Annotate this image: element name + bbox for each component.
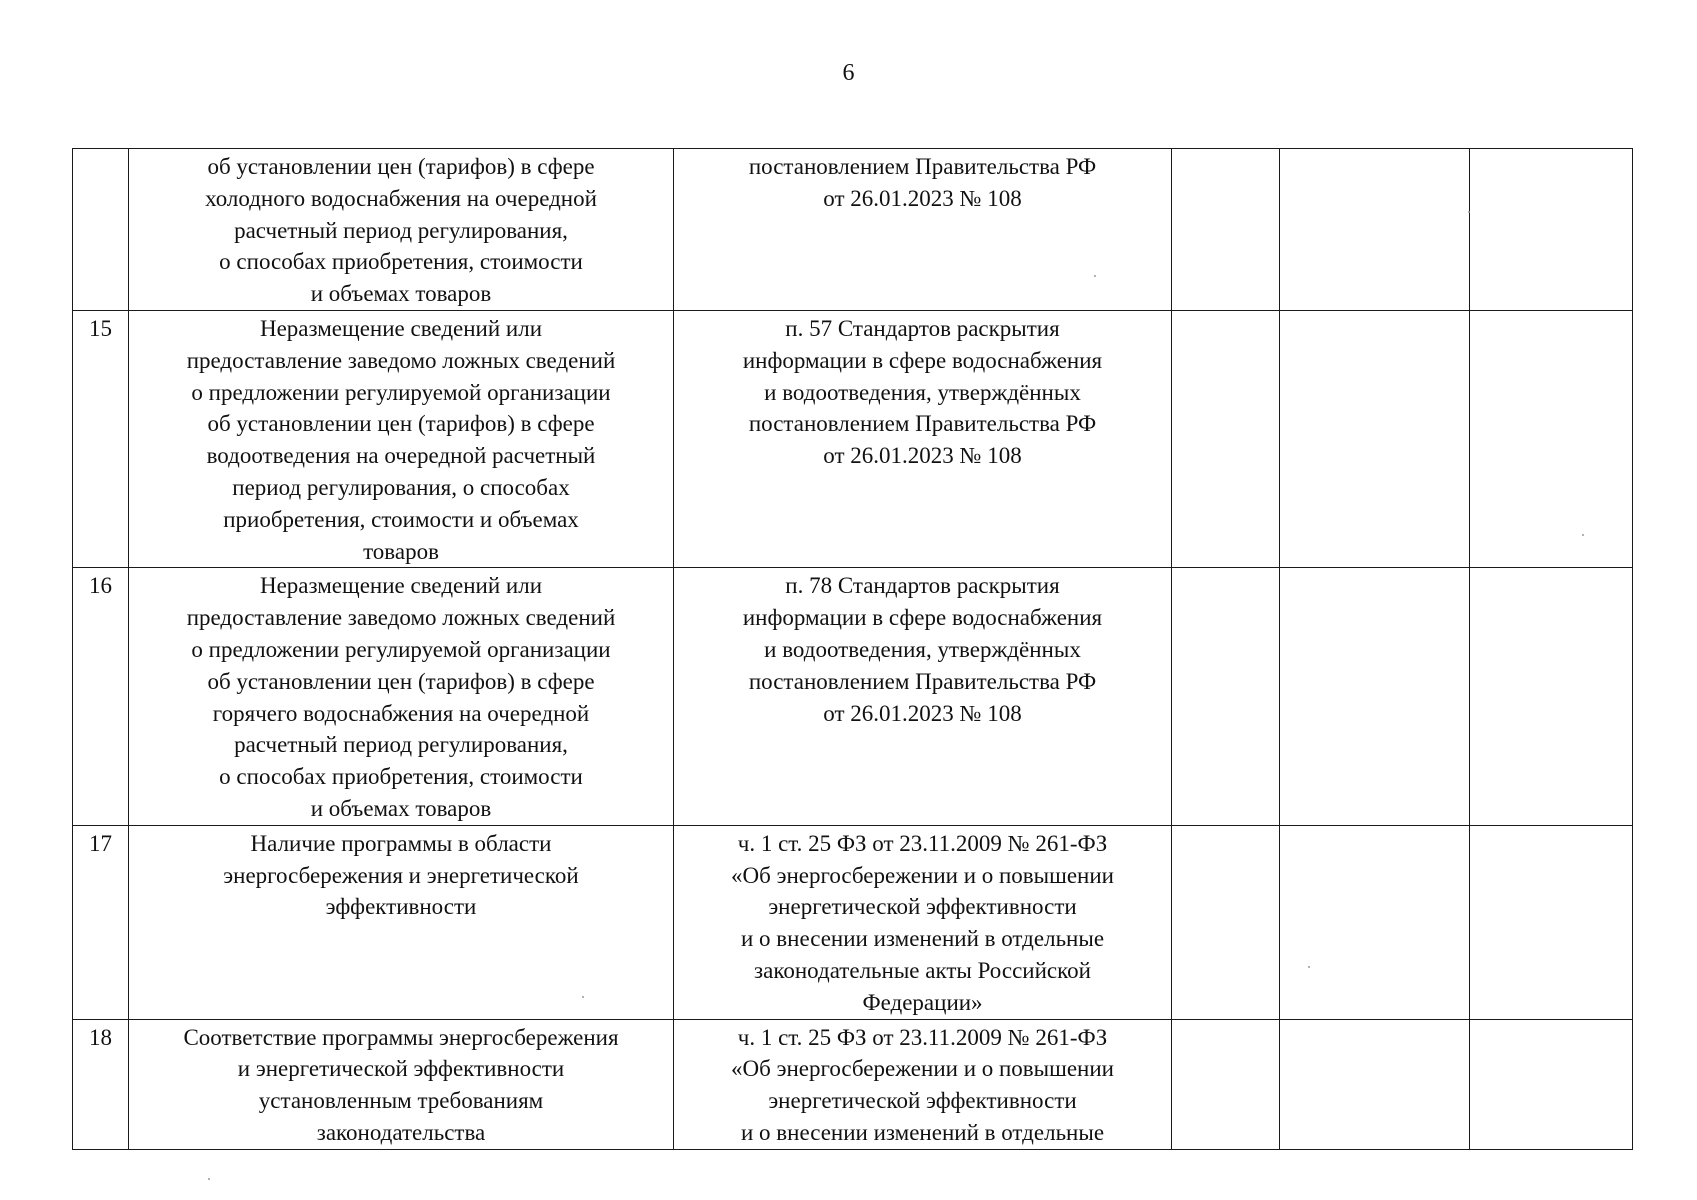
requirement-line: об установлении цен (тарифов) в сфере xyxy=(207,154,595,179)
scan-speck xyxy=(582,996,584,998)
reference-line: и о внесении изменений в отдельные xyxy=(740,926,1105,952)
requirement-line: энергосбережения и энергетической xyxy=(223,862,579,888)
scan-speck xyxy=(1582,534,1584,536)
table-row xyxy=(73,149,1633,311)
requirement-line: приобретения, стоимости и объемах xyxy=(223,506,579,532)
row-number: 18 xyxy=(73,1019,129,1149)
requirement-cell xyxy=(129,568,674,825)
reference-line: и водоотведения, утверждённых xyxy=(764,636,1081,662)
reference-cell xyxy=(674,825,1172,1019)
requirement-line: эффективности xyxy=(325,894,477,920)
reference-line: постановлением Правительства РФ xyxy=(748,411,1097,437)
reference-line: ч. 1 ст. 25 ФЗ от 23.11.2009 № 261-ФЗ xyxy=(737,830,1108,856)
table-row xyxy=(73,825,1633,1019)
reference-line: Федерации» xyxy=(862,989,983,1015)
requirement-line: горячего водоснабжения на очередной xyxy=(212,700,590,726)
reference-cell xyxy=(674,149,1172,311)
requirement-line: об установлении цен (тарифов) в сфере xyxy=(207,668,595,694)
requirement-line: расчетный период регулирования, xyxy=(234,732,568,758)
scan-speck xyxy=(208,1178,210,1180)
reference-line: энергетической эффективности xyxy=(768,1088,1077,1114)
empty-cell xyxy=(1172,568,1280,825)
checklist-table xyxy=(72,148,1633,1150)
page-number: 6 xyxy=(842,60,855,86)
reference-line: ч. 1 ст. 25 ФЗ от 23.11.2009 № 261-ФЗ xyxy=(737,1024,1108,1050)
empty-cell xyxy=(1172,1019,1280,1149)
requirement-line: предоставление заведомо ложных сведений xyxy=(186,605,616,631)
empty-cell xyxy=(1470,568,1633,825)
requirement-line: расчетный период регулирования, xyxy=(234,217,568,243)
requirement-line: Неразмещение сведений или xyxy=(259,315,543,341)
reference-line: информации в сфере водоснабжения xyxy=(742,347,1103,373)
requirement-cell xyxy=(129,1019,674,1149)
requirement-line: водоотведения на очередной расчетный xyxy=(206,443,596,469)
table-row xyxy=(73,310,1633,567)
reference-line: «Об энергосбережении и о повышении xyxy=(731,862,1114,888)
requirement-line: о предложении регулируемой организации xyxy=(191,636,611,662)
reference-line: «Об энергосбережении и о повышении xyxy=(731,1056,1114,1082)
reference-line: и о внесении изменений в отдельные xyxy=(740,1119,1105,1145)
reference-line: законодательные акты Российской xyxy=(754,957,1091,983)
reference-line: энергетической эффективности xyxy=(768,894,1077,920)
row-number: 15 xyxy=(73,310,129,567)
empty-cell xyxy=(1470,825,1633,1019)
table-row xyxy=(73,1019,1633,1149)
empty-cell xyxy=(1280,310,1470,567)
reference-cell xyxy=(674,568,1172,825)
requirement-line: и объемах товаров xyxy=(310,281,492,307)
requirement-line: и энергетической эффективности xyxy=(237,1056,565,1082)
requirement-line: Соответствие программы энергосбережения xyxy=(183,1024,619,1050)
requirement-cell xyxy=(129,149,674,311)
reference-line: от 26.01.2023 № 108 xyxy=(823,443,1022,469)
reference-line: постановлением Правительства РФ xyxy=(748,154,1097,179)
table-row xyxy=(73,568,1633,825)
reference-line: от 26.01.2023 № 108 xyxy=(823,185,1022,211)
reference-line: и водоотведения, утверждённых xyxy=(764,379,1081,405)
reference-line: п. 78 Стандартов раскрытия xyxy=(785,573,1060,599)
empty-cell xyxy=(1172,149,1280,311)
empty-cell xyxy=(1470,149,1633,311)
reference-cell xyxy=(674,1019,1172,1149)
scan-speck xyxy=(1308,966,1310,968)
requirement-line: установленным требованиям xyxy=(258,1088,544,1114)
requirement-line: законодательства xyxy=(316,1119,486,1145)
empty-cell xyxy=(1172,825,1280,1019)
requirement-line: о способах приобретения, стоимости xyxy=(219,764,583,790)
row-number xyxy=(73,149,129,311)
row-number: 16 xyxy=(73,568,129,825)
empty-cell xyxy=(1280,149,1470,311)
empty-cell xyxy=(1470,1019,1633,1149)
empty-cell xyxy=(1280,1019,1470,1149)
requirement-line: об установлении цен (тарифов) в сфере xyxy=(207,411,595,437)
requirement-line: Наличие программы в области xyxy=(250,830,552,856)
requirement-line: холодного водоснабжения на очередной xyxy=(205,185,597,211)
requirement-line: период регулирования, о способах xyxy=(232,474,570,500)
requirement-line: о предложении регулируемой организации xyxy=(191,379,611,405)
reference-line: п. 57 Стандартов раскрытия xyxy=(785,315,1060,341)
empty-cell xyxy=(1280,825,1470,1019)
row-number: 17 xyxy=(73,825,129,1019)
requirement-line: о способах приобретения, стоимости xyxy=(219,249,583,275)
requirement-line: Неразмещение сведений или xyxy=(259,573,543,599)
reference-line: информации в сфере водоснабжения xyxy=(742,605,1103,631)
scan-speck xyxy=(1468,211,1470,213)
scan-speck xyxy=(1094,275,1096,277)
requirement-cell xyxy=(129,310,674,567)
empty-cell xyxy=(1172,310,1280,567)
requirement-cell xyxy=(129,825,674,1019)
requirement-line: и объемах товаров xyxy=(310,795,492,821)
empty-cell xyxy=(1470,310,1633,567)
reference-line: от 26.01.2023 № 108 xyxy=(823,700,1022,726)
empty-cell xyxy=(1280,568,1470,825)
reference-cell xyxy=(674,310,1172,567)
requirement-line: товаров xyxy=(363,538,439,564)
reference-line: постановлением Правительства РФ xyxy=(748,668,1097,694)
requirement-line: предоставление заведомо ложных сведений xyxy=(186,347,616,373)
